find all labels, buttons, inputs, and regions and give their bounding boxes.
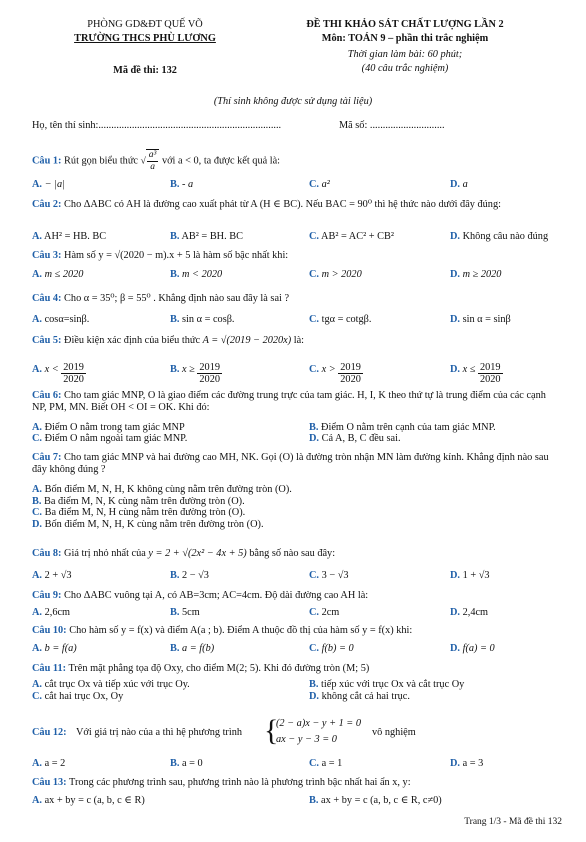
option-b[interactable]: B. AB² = BH. BC [170,231,244,242]
option-d[interactable]: D. Không câu nào đúng [450,231,549,242]
question-9: Câu 9: Cho ΔABC vuông tại A, có AB=3cm; AC=4cm. Độ dài đường cao AH là: [32,590,369,601]
option-b[interactable]: B. Điểm O nằm trên cạnh của tam giác MNP. [309,422,496,433]
option-b[interactable]: B. 2 − √3 [170,570,209,581]
option-c[interactable]: C. a = 1 [309,758,343,769]
question-6: Câu 6: Cho tam giác MNP, O là giao điểm các đường trung trực của tam giác. H, I, K theo thứ tự là trung điểm của các cạnh NP, PM, MN. Biết OH < OI = OK. Khi đó: [32,390,546,413]
option-b[interactable]: B. a = 0 [170,758,203,769]
option-d[interactable]: D. Bốn điểm M, N, H, K cùng nằm trên đường tròn (O). [32,518,264,530]
option-c[interactable]: C. tgα = cotgβ. [309,314,372,325]
question-7: Câu 7: Cho tam giác MNP và hai đường cao MH, NK. Gọi (O) là đường tròn nhận MN làm đường kính. Khẳng định nào sau đây không đúng ? [32,452,549,475]
option-c[interactable]: C. a² [309,179,330,190]
option-b[interactable]: B. sin α = cosβ. [170,314,235,325]
option-d[interactable]: D. x ≤ $\frac{2019}{2020}$ [450,362,501,385]
option-a[interactable]: A. AH² = HB. BC [32,231,107,242]
exam-note: (Thí sinh không được sử dụng tài liệu) [213,96,373,107]
page-footer: Trang 1/3 - Mã đề thi 132 [464,817,562,827]
question-number: Câu 1: [32,155,62,167]
brace-icon: { [264,714,279,747]
option-a[interactable]: A. 2 + √3 [32,570,72,581]
answer-row [32,794,562,808]
option-b[interactable]: B. a = f(b) [170,643,215,654]
option-a[interactable]: A. a = 2 [32,758,66,769]
option-a[interactable]: A. Điểm O nằm trong tam giác MNP [32,422,185,433]
option-b[interactable]: B. m < 2020 [170,269,223,280]
option-a[interactable]: A. 2,6cm [32,607,71,618]
option-c[interactable]: C. Điểm O nằm ngoài tam giác MNP. [32,433,188,444]
option-a[interactable]: A. ax + by = c (a, b, c ∈ R) [32,795,145,806]
option-d[interactable]: D. m ≥ 2020 [450,269,502,280]
option-b[interactable]: B. Ba điểm M, N, K cùng nằm trên đường tròn (O). [32,495,245,507]
option-b[interactable]: B. ax + by = c (a, b, c ∈ R, c≠0) [309,795,442,806]
option-c[interactable]: C. x > $\frac{2019}{2020}$ [309,362,361,385]
option-b[interactable]: B. x ≥ $\frac{2019}{2020}$ [170,362,220,385]
question-11: Câu 11: Trên mặt phẳng tọa độ Oxy, cho điểm M(2; 5). Khi đó đường tròn (M; 5) [32,663,370,674]
option-a[interactable]: A. b = f(a) [32,643,77,654]
option-a[interactable]: A. − |a| [32,179,65,190]
option-d[interactable]: D. Cả A, B, C đều sai. [309,433,401,444]
option-list [32,484,292,530]
option-d[interactable]: D. f(a) = 0 [450,643,495,654]
answer-row [32,758,562,772]
option-d[interactable]: D. không cắt cả hai trục. [309,691,410,702]
option-c[interactable]: C. 2cm [309,607,340,618]
answer-rows [32,422,562,448]
option-c[interactable]: C. cắt hai trục Ox, Oy [32,691,124,702]
option-a[interactable]: A. cosα=sinβ. [32,314,90,325]
answer-row [32,231,562,245]
option-d[interactable]: D. 1 + √3 [450,570,490,581]
answer-row [32,607,562,621]
question-text: Rút gọn biểu thức [64,155,138,167]
answer-row [32,314,562,328]
option-a[interactable]: A. Bốn điểm M, N, H, K không cùng nằm trên đường tròn (O). [32,484,292,495]
question-8: Câu 8: Giá trị nhỏ nhất của y = 2 + √(2x² − 4x + 5) bằng số nào sau đây: [32,548,336,559]
question-4: Câu 4: Cho α = 35⁰; β = 55⁰ . Khẳng định nào sau đây là sai ? [32,293,290,304]
option-b[interactable]: B. - a [170,179,194,190]
option-d[interactable]: D. a = 3 [450,758,484,769]
school-name: TRƯỜNG THCS PHÙ LƯƠNG [74,33,216,44]
option-c[interactable]: C. Ba điểm M, N, H cùng nằm trên đường tròn (O). [32,507,246,518]
option-a[interactable]: A. x < $\frac{2019}{2020}$ [32,362,84,385]
option-d[interactable]: D. 2,4cm [450,607,489,618]
answer-row [32,354,562,384]
exam-subject: Môn: TOÁN 9 – phần thi trắc nghiệm [321,33,489,44]
answer-row [32,570,562,584]
question-5: Câu 5: Điều kiện xác định của biểu thức A = √(2019 − 2020x) là: [32,335,305,346]
option-a[interactable]: A. m ≤ 2020 [32,269,84,280]
candidate-id-field: Mã số: ............................. [339,120,445,131]
formula: √ $\frac{\text{a³}}{a}$ [141,149,160,173]
question-13: Câu 13: Trong các phương trình sau, phương trình nào là phương trình bậc nhất hai ẩn x, y: [32,777,411,788]
question-2: Câu 2: Cho ΔABC có AH là đường cao xuất phát từ A (H ∈ BC). Nếu BAC = 90⁰ thì hệ thức nào dưới đây đúng: [32,199,501,210]
answer-rows [32,679,562,705]
option-c[interactable]: C. AB² = AC² + CB² [309,231,394,242]
exam-title: ĐỀ THI KHẢO SÁT CHẤT LƯỢNG LẦN 2 [306,19,504,30]
question-text: với a < 0, ta được kết quả là: [161,155,281,167]
option-b[interactable]: B. tiếp xúc với trục Ox và cắt trục Oy [309,679,465,690]
question-1 [32,149,280,173]
option-a[interactable]: A. cắt trục Ox và tiếp xúc với trục Oy. [32,679,190,690]
exam-time: Thời gian làm bài: 60 phút; [347,49,463,60]
option-d[interactable]: D. sin α = sinβ [450,314,511,325]
question-3: Câu 3: Hàm số y = √(2020 − m).x + 5 là hàm số bậc nhất khi: [32,250,289,261]
question-count: (40 câu trắc nghiệm) [361,63,449,74]
option-d[interactable]: D. a [450,179,468,190]
exam-code: Mã đề thi: 132 [113,65,177,76]
question-10: Câu 10: Cho hàm số y = f(x) và điểm A(a ; b). Điểm A thuộc đồ thị của hàm số y = f(x) khi: [32,625,413,636]
candidate-name-field: Họ, tên thí sinh:....................................................................... [32,120,282,131]
answer-row [32,269,562,283]
department-name: PHÒNG GD&ĐT QUẾ VÕ [87,19,203,30]
option-c[interactable]: C. 3 − √3 [309,570,349,581]
option-b[interactable]: B. 5cm [170,607,200,618]
answer-row [32,643,562,657]
answer-row [32,179,562,193]
option-c[interactable]: C. m > 2020 [309,269,362,280]
option-c[interactable]: C. f(b) = 0 [309,643,354,654]
